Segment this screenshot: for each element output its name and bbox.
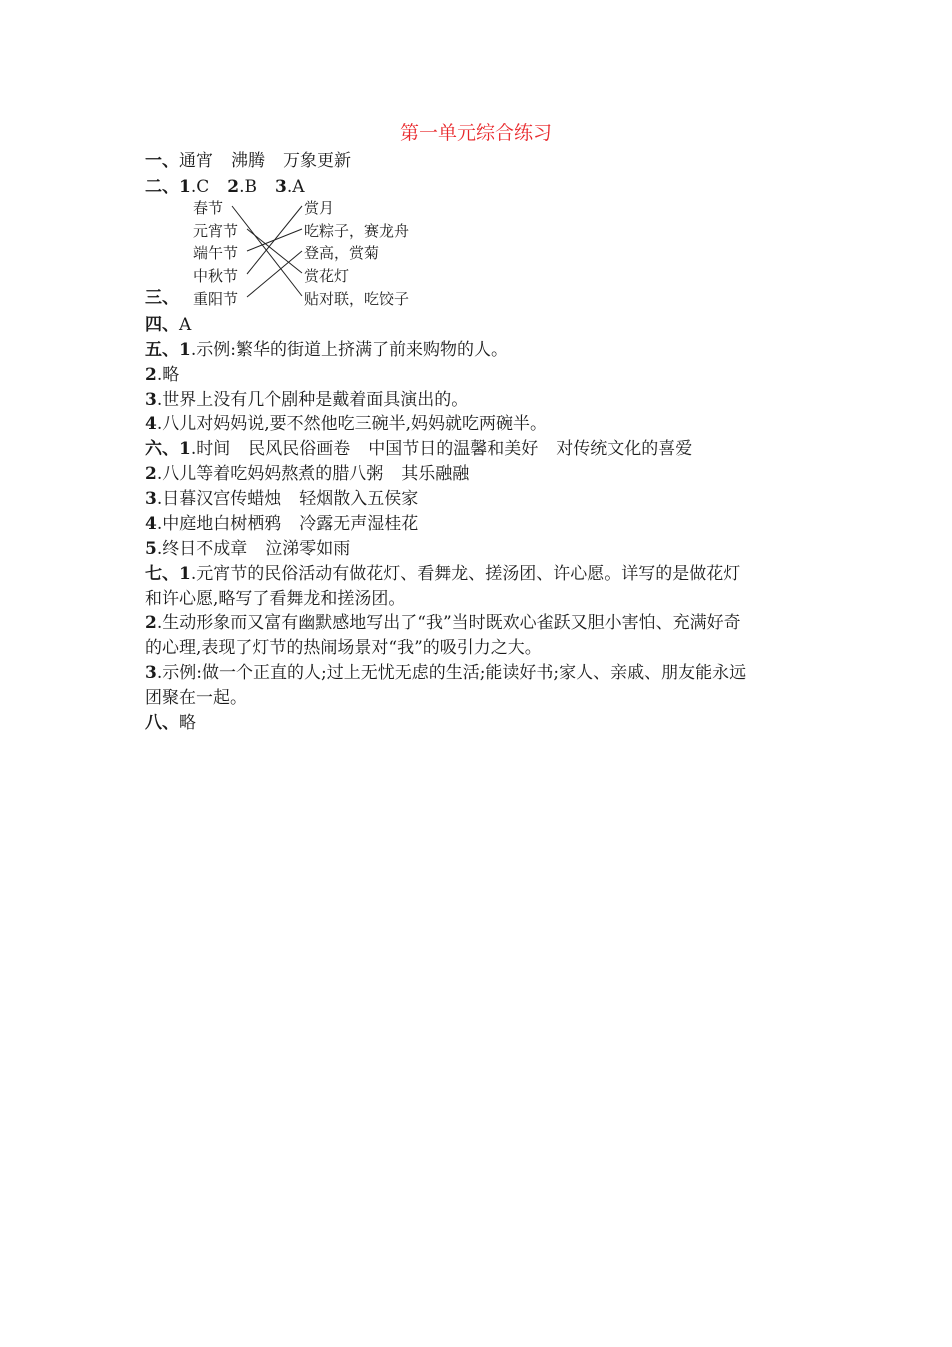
item-number: 2 <box>227 177 240 197</box>
answer-text: 轻烟散入五侯家 <box>299 489 419 509</box>
section-number: 五、 <box>145 340 179 360</box>
answer-text: 中国节日的温馨和美好 <box>368 439 539 459</box>
section-6-item <box>145 513 418 535</box>
item-number: 2 <box>145 464 157 484</box>
page-title: 第一单元综合练习 <box>399 122 552 144</box>
answer-text: .八儿等着吃妈妈熬煮的腊八粥 <box>156 464 384 484</box>
section-5-item <box>145 364 179 386</box>
answer-text: .世界上没有几个剧种是戴着面具演出的。 <box>156 390 469 410</box>
section-7-continuation <box>145 637 542 659</box>
section-5-item <box>145 389 468 411</box>
answer-text: .C <box>190 177 210 197</box>
section-5-item <box>145 413 547 435</box>
section-5-item <box>145 339 508 361</box>
answer-text: 民风民俗画卷 <box>248 439 351 459</box>
answer-text: 略 <box>179 713 196 733</box>
answer-text: 泣涕零如雨 <box>265 539 351 559</box>
section-number: 七、 <box>145 564 179 584</box>
answer-text: .时间 <box>190 439 231 459</box>
section-7-item <box>145 563 740 585</box>
custom-label: 吃粽子，赛龙舟 <box>304 222 410 240</box>
section-4 <box>145 314 191 336</box>
item-number: 1 <box>179 340 191 360</box>
section-number: 一、 <box>145 151 179 171</box>
answer-text: 其乐融融 <box>401 464 470 484</box>
section-6-item <box>145 538 350 560</box>
answer-text: 通宵 <box>179 151 213 171</box>
answer-text: .A <box>286 177 305 197</box>
answer-text: 的心理,表现了灯节的热闹场景对“我”的吸引力之大。 <box>145 638 542 658</box>
item-number: 1 <box>179 177 191 197</box>
match-line <box>247 206 302 274</box>
custom-label: 登高，赏菊 <box>304 244 380 262</box>
answer-text: .八儿对妈妈说,要不然他吃三碗半,妈妈就吃两碗半。 <box>156 414 548 434</box>
answer-text: .示例:做一个正直的人;过上无忧无虑的生活;能读好书;家人、亲戚、朋友能永远 <box>156 663 747 683</box>
match-line <box>247 229 302 273</box>
answer-text: .B <box>239 177 258 197</box>
section-6-item <box>145 438 692 460</box>
custom-label: 赏月 <box>304 199 335 217</box>
answer-text: .示例:繁华的街道上挤满了前来购物的人。 <box>190 340 508 360</box>
item-number: 3 <box>145 390 157 410</box>
section-8 <box>145 712 196 734</box>
answer-text: 和许心愿,略写了看舞龙和搓汤团。 <box>145 589 406 609</box>
festival-label: 重阳节 <box>193 290 239 308</box>
answer-text: A <box>179 315 192 335</box>
section-3-number: 三、 <box>145 288 179 308</box>
answer-text: 沸腾 <box>231 151 265 171</box>
item-number: 3 <box>275 177 287 197</box>
answer-text: .日暮汉宫传蜡烛 <box>156 489 282 509</box>
answer-text: 冷露无声湿桂花 <box>299 514 419 534</box>
answer-text: .中庭地白树栖鸦 <box>156 514 282 534</box>
answer-text: .生动形象而又富有幽默感地写出了“我”当时既欢心雀跃又胆小害怕、充满好奇 <box>156 613 741 633</box>
section-7-continuation <box>145 588 405 610</box>
item-number: 5 <box>145 539 157 559</box>
section-7-item <box>145 662 746 684</box>
festival-label: 中秋节 <box>193 267 239 285</box>
item-number: 2 <box>145 613 157 633</box>
section-7-continuation <box>145 687 247 709</box>
item-number: 4 <box>145 514 157 534</box>
festival-label: 端午节 <box>193 244 239 262</box>
item-number: 1 <box>179 439 191 459</box>
custom-label: 赏花灯 <box>304 267 350 285</box>
answer-text: 团聚在一起。 <box>145 688 247 708</box>
item-number: 3 <box>145 489 157 509</box>
match-line <box>247 251 302 297</box>
item-number: 4 <box>145 414 157 434</box>
answer-text: .终日不成章 <box>156 539 248 559</box>
section-number: 二、 <box>145 177 179 197</box>
answer-text: 万象更新 <box>283 151 351 171</box>
item-number: 1 <box>179 564 191 584</box>
section-7-item <box>145 612 741 634</box>
item-number: 3 <box>145 663 157 683</box>
festival-label: 元宵节 <box>193 222 239 240</box>
section-6-item <box>145 488 418 510</box>
section-number: 四、 <box>145 315 179 335</box>
custom-label: 贴对联，吃饺子 <box>304 290 410 308</box>
section-number: 六、 <box>145 439 179 459</box>
answer-text: .元宵节的民俗活动有做花灯、看舞龙、搓汤团、许心愿。详写的是做花灯 <box>190 564 741 584</box>
section-6-item <box>145 463 469 485</box>
answer-text: 对传统文化的喜爱 <box>556 439 693 459</box>
answer-text: .略 <box>156 365 180 385</box>
section-number: 八、 <box>145 713 179 733</box>
festival-label: 春节 <box>193 199 224 217</box>
item-number: 2 <box>145 365 157 385</box>
